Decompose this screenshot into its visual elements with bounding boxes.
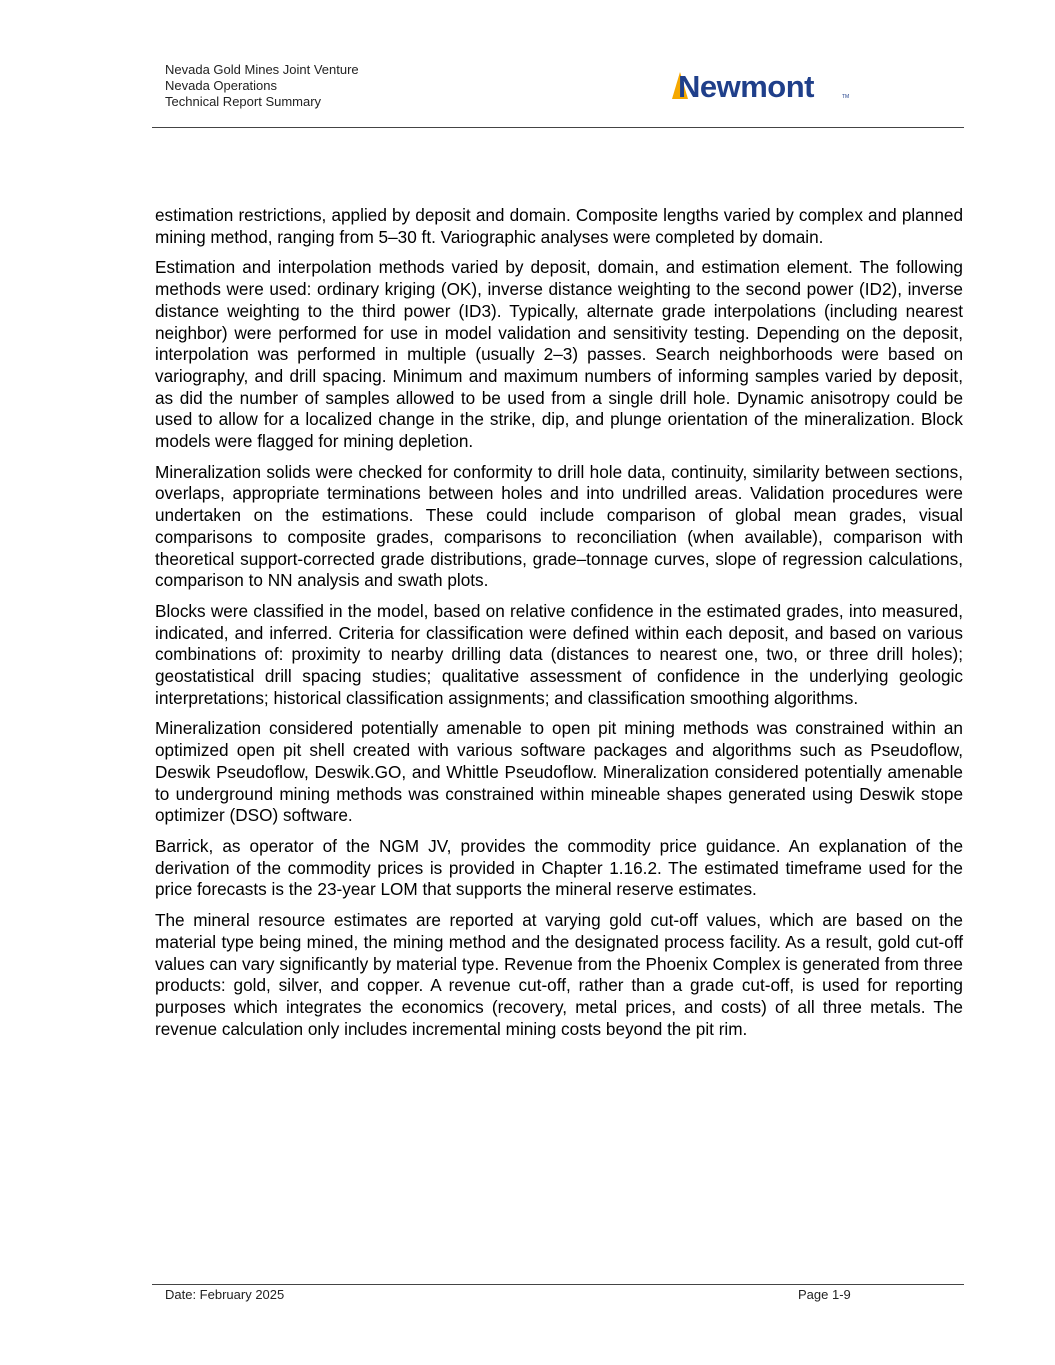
body-text [155, 205, 963, 1049]
header-report-title: Technical Report Summary [165, 94, 322, 109]
report-header [165, 62, 359, 110]
newmont-logo-text: Newmont [678, 69, 814, 104]
footer-date: Date: February 2025 [165, 1287, 285, 1302]
paragraph: Mineralization solids were checked for conformity to drill hole data, continuity, similarity between sections, overlaps, appropriate terminations between holes and into undrilled areas. Validation procedures were undertaken on the estimations. These could include comparison of global mean grades, visual comparisons to composite grades, comparisons to reconciliation (when available), comparison with theoretical support-corrected grade distributions, grade–tonnage curves, slope of regression calculations, comparison to NN analysis and swath plots. [155, 461, 963, 591]
footer-page-number: Page 1-9 [798, 1287, 851, 1302]
newmont-logo [670, 66, 855, 106]
paragraph: Estimation and interpolation methods varied by deposit, domain, and estimation element. The following methods were used: ordinary kriging (OK), inverse distance weighting to the second power (ID2), inverse distance weighting to the third power (ID3). Typically, alternate grade interpolations (including nearest neighbor) were performed for use in model validation and sensitivity testing. Depending on the deposit, interpolation was performed in multiple (usually 2–3) passes. Search neighborhoods were based on variography, and drill spacing. Minimum and maximum numbers of informing samples varied by deposit, as did the number of samples allowed to be used from a single drill hole. Dynamic anisotropy could be used to allow for a localized change in the strike, dip, and plunge orientation of the mineralization. Block models were flagged for mining depletion. [155, 257, 963, 452]
paragraph: Mineralization considered potentially amenable to open pit mining methods was constrained within an optimized open pit shell created with various software packages and algorithms such as Pseudoflow, Deswik Pseudoflow, Deswik.GO, and Whittle Pseudoflow. Mineralization considered potentially amenable to underground mining methods was constrained within mineable shapes generated using Deswik stope optimizer (DSO) software. [155, 718, 963, 826]
header-divider [152, 127, 964, 128]
header-operations: Nevada Operations [165, 78, 278, 93]
paragraph: The mineral resource estimates are reported at varying gold cut-off values, which are based on the material type being mined, the mining method and the designated process facility. As a result, gold cut-off values can vary significantly by material type. Revenue from the Phoenix Complex is generated from three products: gold, silver, and copper. A revenue cut-off, rather than a grade cut-off, is used for reporting purposes which integrates the economics (recovery, metal prices, and costs) of all three metals. The revenue calculation only includes incremental mining costs beyond the pit rim. [155, 910, 963, 1039]
newmont-logo-trademark: TM [842, 94, 850, 100]
paragraph: Barrick, as operator of the NGM JV, provides the commodity price guidance. An explanation of the derivation of the commodity prices is provided in Chapter 1.16.2. The estimated timeframe used for the price forecasts is the 23-year LOM that supports the mineral reserve estimates. [155, 835, 963, 900]
header-company: Nevada Gold Mines Joint Venture [165, 62, 359, 77]
footer-divider [152, 1284, 964, 1285]
paragraph: estimation restrictions, applied by deposit and domain. Composite lengths varied by complex and planned mining method, ranging from 5–30 ft. Variographic analyses were completed by domain. [155, 205, 963, 247]
paragraph: Blocks were classified in the model, based on relative confidence in the estimated grades, into measured, indicated, and inferred. Criteria for classification were defined within each deposit, and based on various combinations of: proximity to nearby drilling data (distances to nearest one, two, or three drill holes); geostatistical drill spacing studies; qualitative assessment of confidence in the underlying geologic interpretations; historical classification assignments; and classification smoothing algorithms. [155, 600, 963, 708]
